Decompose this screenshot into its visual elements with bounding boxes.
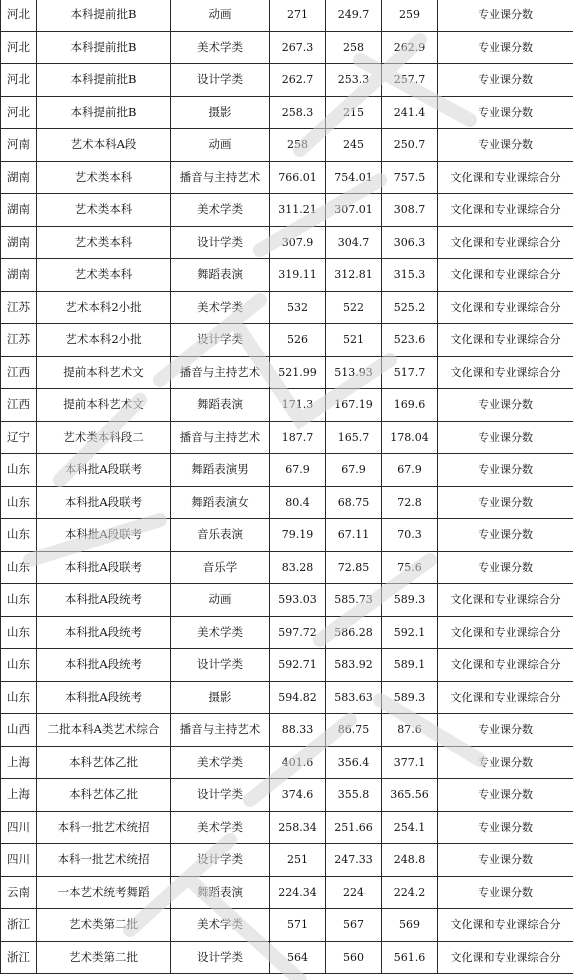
avg-score-cell: 589.3 xyxy=(382,584,438,617)
province-cell: 四川 xyxy=(1,844,37,877)
major-category-cell: 美术学类 xyxy=(171,616,270,649)
min-score-cell: 585.73 xyxy=(326,584,382,617)
province-cell: 河南 xyxy=(1,129,37,162)
province-cell: 上海 xyxy=(1,779,37,812)
major-category-cell: 设计学类 xyxy=(171,649,270,682)
max-score-cell: 267.3 xyxy=(270,31,326,64)
major-category-cell: 动画 xyxy=(171,0,270,31)
avg-score-cell: 569 xyxy=(382,909,438,942)
major-category-cell: 舞蹈表演 xyxy=(171,389,270,422)
table-row xyxy=(1,779,573,812)
max-score-cell: 79.19 xyxy=(270,519,326,552)
avg-score-cell: 67.9 xyxy=(382,454,438,487)
batch-cell: 本科批A段统考 xyxy=(37,681,171,714)
major-category-cell: 美术学类 xyxy=(171,291,270,324)
max-score-cell: 564 xyxy=(270,941,326,974)
province-cell: 山东 xyxy=(1,584,37,617)
score-type-cell: 文化课和专业课综合分 xyxy=(438,681,573,714)
min-score-cell: 258 xyxy=(326,31,382,64)
score-type-cell: 文化课和专业课综合分 xyxy=(438,259,573,292)
score-type-cell: 专业课分数 xyxy=(438,0,573,31)
min-score-cell: 567 xyxy=(326,909,382,942)
batch-cell: 提前本科艺术文 xyxy=(37,389,171,422)
min-score-cell: 215 xyxy=(326,96,382,129)
batch-cell: 艺术类本科 xyxy=(37,259,171,292)
major-category-cell: 设计学类 xyxy=(171,941,270,974)
batch-cell: 本科艺体乙批 xyxy=(37,779,171,812)
score-type-cell: 文化课和专业课综合分 xyxy=(438,616,573,649)
batch-cell: 本科提前批B xyxy=(37,0,171,31)
score-type-cell: 专业课分数 xyxy=(438,779,573,812)
avg-score-cell: 561.6 xyxy=(382,941,438,974)
max-score-cell: 401.6 xyxy=(270,746,326,779)
batch-cell: 艺术类本科 xyxy=(37,226,171,259)
score-type-cell: 专业课分数 xyxy=(438,31,573,64)
batch-cell: 艺术类本科 xyxy=(37,194,171,227)
avg-score-cell: 757.5 xyxy=(382,161,438,194)
batch-cell: 本科批A段统考 xyxy=(37,616,171,649)
score-type-cell: 专业课分数 xyxy=(438,486,573,519)
min-score-cell: 72.85 xyxy=(326,551,382,584)
batch-cell: 本科提前批B xyxy=(37,64,171,97)
major-category-cell: 设计学类 xyxy=(171,844,270,877)
score-type-cell: 专业课分数 xyxy=(438,519,573,552)
score-type-cell: 文化课和专业课综合分 xyxy=(438,324,573,357)
batch-cell: 本科批A段联考 xyxy=(37,454,171,487)
avg-score-cell: 592.1 xyxy=(382,616,438,649)
province-cell: 上海 xyxy=(1,746,37,779)
table-row xyxy=(1,194,573,227)
min-score-cell: 586.28 xyxy=(326,616,382,649)
score-type-cell: 专业课分数 xyxy=(438,811,573,844)
avg-score-cell: 525.2 xyxy=(382,291,438,324)
avg-score-cell: 72.8 xyxy=(382,486,438,519)
max-score-cell: 88.33 xyxy=(270,714,326,747)
major-category-cell: 舞蹈表演男 xyxy=(171,454,270,487)
province-cell: 江西 xyxy=(1,389,37,422)
batch-cell: 本科批A段联考 xyxy=(37,551,171,584)
min-score-cell: 307.01 xyxy=(326,194,382,227)
major-category-cell: 摄影 xyxy=(171,681,270,714)
max-score-cell: 187.7 xyxy=(270,421,326,454)
max-score-cell: 597.72 xyxy=(270,616,326,649)
max-score-cell: 80.4 xyxy=(270,486,326,519)
table-row xyxy=(1,356,573,389)
min-score-cell: 513.93 xyxy=(326,356,382,389)
major-category-cell: 动画 xyxy=(171,129,270,162)
table-row xyxy=(1,226,573,259)
score-type-cell: 文化课和专业课综合分 xyxy=(438,649,573,682)
min-score-cell: 224 xyxy=(326,876,382,909)
max-score-cell: 766.01 xyxy=(270,161,326,194)
min-score-cell: 251.66 xyxy=(326,811,382,844)
table-row xyxy=(1,941,573,974)
major-category-cell: 播音与主持艺术 xyxy=(171,161,270,194)
table-row xyxy=(1,486,573,519)
province-cell: 山东 xyxy=(1,649,37,682)
min-score-cell: 86.75 xyxy=(326,714,382,747)
avg-score-cell: 254.1 xyxy=(382,811,438,844)
avg-score-cell: 589.3 xyxy=(382,681,438,714)
table-row xyxy=(1,714,573,747)
min-score-cell: 304.7 xyxy=(326,226,382,259)
province-cell: 辽宁 xyxy=(1,421,37,454)
province-cell: 浙江 xyxy=(1,941,37,974)
batch-cell: 艺术类第二批 xyxy=(37,909,171,942)
min-score-cell: 312.81 xyxy=(326,259,382,292)
score-type-cell: 专业课分数 xyxy=(438,746,573,779)
table-row xyxy=(1,909,573,942)
major-category-cell: 音乐表演 xyxy=(171,519,270,552)
avg-score-cell: 523.6 xyxy=(382,324,438,357)
max-score-cell: 307.9 xyxy=(270,226,326,259)
major-category-cell: 舞蹈表演 xyxy=(171,259,270,292)
major-category-cell: 音乐学 xyxy=(171,551,270,584)
major-category-cell: 美术学类 xyxy=(171,909,270,942)
table-row xyxy=(1,811,573,844)
max-score-cell: 258.3 xyxy=(270,96,326,129)
min-score-cell: 521 xyxy=(326,324,382,357)
min-score-cell: 253.3 xyxy=(326,64,382,97)
table-row xyxy=(1,746,573,779)
max-score-cell: 594.82 xyxy=(270,681,326,714)
score-type-cell: 专业课分数 xyxy=(438,129,573,162)
major-category-cell: 动画 xyxy=(171,584,270,617)
max-score-cell: 593.03 xyxy=(270,584,326,617)
table-row xyxy=(1,31,573,64)
table-row xyxy=(1,649,573,682)
avg-score-cell: 178.04 xyxy=(382,421,438,454)
max-score-cell: 311.21 xyxy=(270,194,326,227)
avg-score-cell: 75.6 xyxy=(382,551,438,584)
min-score-cell: 249.7 xyxy=(326,0,382,31)
max-score-cell: 319.11 xyxy=(270,259,326,292)
major-category-cell: 摄影 xyxy=(171,96,270,129)
score-type-cell: 文化课和专业课综合分 xyxy=(438,194,573,227)
table-row xyxy=(1,454,573,487)
province-cell: 山东 xyxy=(1,551,37,584)
major-category-cell: 播音与主持艺术 xyxy=(171,714,270,747)
batch-cell: 本科提前批B xyxy=(37,96,171,129)
avg-score-cell: 250.7 xyxy=(382,129,438,162)
province-cell: 河北 xyxy=(1,31,37,64)
province-cell: 浙江 xyxy=(1,909,37,942)
score-type-cell: 文化课和专业课综合分 xyxy=(438,291,573,324)
major-category-cell: 美术学类 xyxy=(171,746,270,779)
max-score-cell: 258 xyxy=(270,129,326,162)
max-score-cell: 571 xyxy=(270,909,326,942)
province-cell: 江苏 xyxy=(1,324,37,357)
avg-score-cell: 87.6 xyxy=(382,714,438,747)
avg-score-cell: 262.9 xyxy=(382,31,438,64)
score-type-cell: 文化课和专业课综合分 xyxy=(438,941,573,974)
max-score-cell: 271 xyxy=(270,0,326,31)
min-score-cell: 67.9 xyxy=(326,454,382,487)
table-row xyxy=(1,291,573,324)
avg-score-cell: 365.56 xyxy=(382,779,438,812)
table-row xyxy=(1,551,573,584)
min-score-cell: 754.01 xyxy=(326,161,382,194)
score-type-cell: 专业课分数 xyxy=(438,421,573,454)
max-score-cell: 526 xyxy=(270,324,326,357)
table-row xyxy=(1,421,573,454)
min-score-cell: 68.75 xyxy=(326,486,382,519)
province-cell: 云南 xyxy=(1,876,37,909)
avg-score-cell: 259 xyxy=(382,0,438,31)
min-score-cell: 245 xyxy=(326,129,382,162)
table-row xyxy=(1,161,573,194)
province-cell: 湖南 xyxy=(1,259,37,292)
avg-score-cell: 257.7 xyxy=(382,64,438,97)
batch-cell: 二批本科A类艺术综合 xyxy=(37,714,171,747)
table-row xyxy=(1,0,573,31)
province-cell: 江苏 xyxy=(1,291,37,324)
max-score-cell: 224.34 xyxy=(270,876,326,909)
table-row xyxy=(1,584,573,617)
min-score-cell: 165.7 xyxy=(326,421,382,454)
table-row xyxy=(1,324,573,357)
avg-score-cell: 517.7 xyxy=(382,356,438,389)
min-score-cell: 167.19 xyxy=(326,389,382,422)
table-row xyxy=(1,64,573,97)
min-score-cell: 522 xyxy=(326,291,382,324)
score-type-cell: 专业课分数 xyxy=(438,454,573,487)
province-cell: 江西 xyxy=(1,356,37,389)
max-score-cell: 171.3 xyxy=(270,389,326,422)
province-cell: 河北 xyxy=(1,96,37,129)
major-category-cell: 舞蹈表演女 xyxy=(171,486,270,519)
batch-cell: 艺术本科A段 xyxy=(37,129,171,162)
min-score-cell: 356.4 xyxy=(326,746,382,779)
province-cell: 山东 xyxy=(1,454,37,487)
min-score-cell: 583.92 xyxy=(326,649,382,682)
max-score-cell: 592.71 xyxy=(270,649,326,682)
table-row xyxy=(1,844,573,877)
batch-cell: 艺术本科2小批 xyxy=(37,324,171,357)
avg-score-cell: 169.6 xyxy=(382,389,438,422)
max-score-cell: 83.28 xyxy=(270,551,326,584)
batch-cell: 本科批A段统考 xyxy=(37,649,171,682)
min-score-cell: 67.11 xyxy=(326,519,382,552)
score-type-cell: 专业课分数 xyxy=(438,389,573,422)
max-score-cell: 532 xyxy=(270,291,326,324)
table-row xyxy=(1,129,573,162)
batch-cell: 本科艺体乙批 xyxy=(37,746,171,779)
score-type-cell: 文化课和专业课综合分 xyxy=(438,909,573,942)
max-score-cell: 258.34 xyxy=(270,811,326,844)
max-score-cell: 67.9 xyxy=(270,454,326,487)
province-cell: 四川 xyxy=(1,811,37,844)
province-cell: 河北 xyxy=(1,0,37,31)
province-cell: 湖南 xyxy=(1,194,37,227)
avg-score-cell: 308.7 xyxy=(382,194,438,227)
score-type-cell: 专业课分数 xyxy=(438,844,573,877)
table-row xyxy=(1,681,573,714)
avg-score-cell: 248.8 xyxy=(382,844,438,877)
score-type-cell: 文化课和专业课综合分 xyxy=(438,161,573,194)
batch-cell: 艺术类本科 xyxy=(37,161,171,194)
min-score-cell: 560 xyxy=(326,941,382,974)
batch-cell: 一本艺术统考舞蹈 xyxy=(37,876,171,909)
min-score-cell: 247.33 xyxy=(326,844,382,877)
major-category-cell: 设计学类 xyxy=(171,64,270,97)
major-category-cell: 设计学类 xyxy=(171,779,270,812)
batch-cell: 本科提前批B xyxy=(37,31,171,64)
batch-cell: 本科批A段联考 xyxy=(37,519,171,552)
min-score-cell: 355.8 xyxy=(326,779,382,812)
min-score-cell: 583.63 xyxy=(326,681,382,714)
max-score-cell: 251 xyxy=(270,844,326,877)
batch-cell: 本科批A段统考 xyxy=(37,584,171,617)
major-category-cell: 设计学类 xyxy=(171,324,270,357)
major-category-cell: 美术学类 xyxy=(171,194,270,227)
major-category-cell: 播音与主持艺术 xyxy=(171,356,270,389)
score-type-cell: 专业课分数 xyxy=(438,64,573,97)
max-score-cell: 521.99 xyxy=(270,356,326,389)
table-row xyxy=(1,259,573,292)
batch-cell: 艺术类本科段二 xyxy=(37,421,171,454)
score-type-cell: 文化课和专业课综合分 xyxy=(438,584,573,617)
province-cell: 山东 xyxy=(1,519,37,552)
major-category-cell: 美术学类 xyxy=(171,811,270,844)
max-score-cell: 262.7 xyxy=(270,64,326,97)
score-type-cell: 专业课分数 xyxy=(438,96,573,129)
table-row xyxy=(1,876,573,909)
score-type-cell: 专业课分数 xyxy=(438,714,573,747)
batch-cell: 艺术本科2小批 xyxy=(37,291,171,324)
avg-score-cell: 241.4 xyxy=(382,96,438,129)
avg-score-cell: 589.1 xyxy=(382,649,438,682)
batch-cell: 艺术类第二批 xyxy=(37,941,171,974)
batch-cell: 提前本科艺术文 xyxy=(37,356,171,389)
major-category-cell: 舞蹈表演 xyxy=(171,876,270,909)
table-row xyxy=(1,96,573,129)
province-cell: 山东 xyxy=(1,681,37,714)
province-cell: 山东 xyxy=(1,616,37,649)
province-cell: 山东 xyxy=(1,486,37,519)
score-type-cell: 专业课分数 xyxy=(438,551,573,584)
major-category-cell: 美术学类 xyxy=(171,31,270,64)
batch-cell: 本科一批艺术统招 xyxy=(37,811,171,844)
table-body xyxy=(1,0,573,974)
major-category-cell: 播音与主持艺术 xyxy=(171,421,270,454)
table-row xyxy=(1,616,573,649)
province-cell: 河北 xyxy=(1,64,37,97)
avg-score-cell: 377.1 xyxy=(382,746,438,779)
province-cell: 湖南 xyxy=(1,161,37,194)
score-type-cell: 专业课分数 xyxy=(438,876,573,909)
table-row xyxy=(1,389,573,422)
major-category-cell: 设计学类 xyxy=(171,226,270,259)
province-cell: 湖南 xyxy=(1,226,37,259)
batch-cell: 本科批A段联考 xyxy=(37,486,171,519)
avg-score-cell: 306.3 xyxy=(382,226,438,259)
score-type-cell: 文化课和专业课综合分 xyxy=(438,356,573,389)
avg-score-cell: 224.2 xyxy=(382,876,438,909)
max-score-cell: 374.6 xyxy=(270,779,326,812)
avg-score-cell: 315.3 xyxy=(382,259,438,292)
table-row xyxy=(1,519,573,552)
province-cell: 山西 xyxy=(1,714,37,747)
avg-score-cell: 70.3 xyxy=(382,519,438,552)
batch-cell: 本科一批艺术统招 xyxy=(37,844,171,877)
score-type-cell: 文化课和专业课综合分 xyxy=(438,226,573,259)
